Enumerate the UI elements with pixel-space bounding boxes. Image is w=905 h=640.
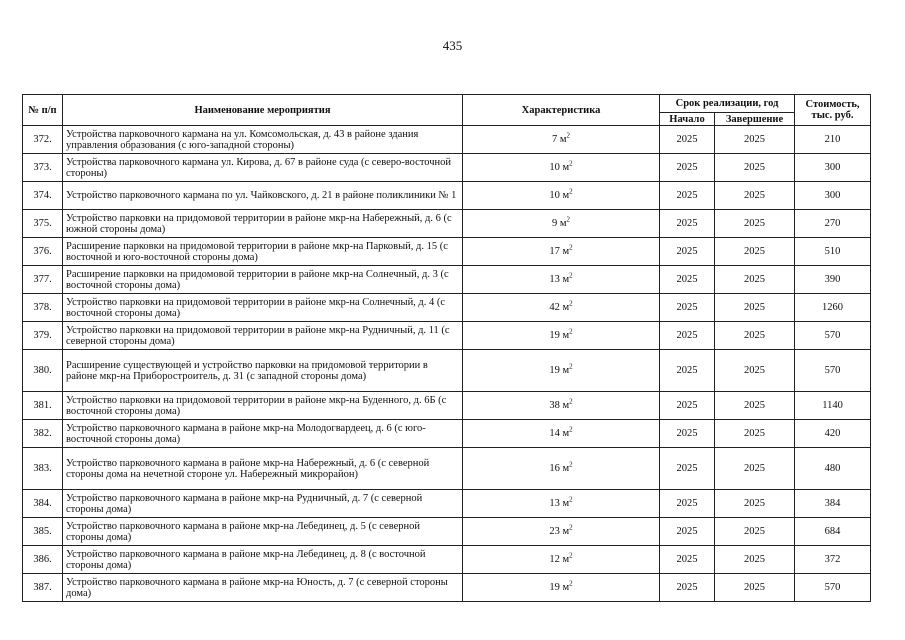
row-cost: 372 — [795, 546, 871, 574]
characteristic-unit: м — [562, 498, 570, 509]
characteristic-value: 19 — [549, 582, 560, 593]
header-characteristic: Характеристика — [463, 95, 660, 126]
row-number: 373. — [23, 154, 63, 182]
table-row — [23, 294, 871, 322]
unit-exponent: 2 — [566, 215, 571, 224]
header-name: Наименование мероприятия — [63, 95, 463, 126]
row-cost: 210 — [795, 126, 871, 154]
row-characteristic — [463, 322, 660, 350]
unit-exponent: 2 — [569, 299, 573, 308]
characteristic-unit: м — [562, 246, 570, 257]
measures-table — [22, 94, 871, 602]
characteristic-value: 10 — [549, 162, 560, 173]
row-number: 375. — [23, 210, 63, 238]
row-end: 2025 — [715, 154, 795, 182]
row-characteristic — [463, 546, 660, 574]
unit-exponent: 2 — [569, 327, 573, 336]
row-cost: 570 — [795, 574, 871, 602]
row-name: Устройство парковочного кармана в районе мкр-на Молодогвардеец, д. 6 (с юго-восточной стороны дома) — [63, 420, 463, 448]
row-start: 2025 — [660, 210, 715, 238]
row-end: 2025 — [715, 490, 795, 518]
row-cost: 390 — [795, 266, 871, 294]
row-characteristic — [463, 126, 660, 154]
row-cost: 570 — [795, 322, 871, 350]
characteristic-value: 10 — [549, 190, 560, 201]
characteristic-unit: м — [562, 274, 570, 285]
row-end: 2025 — [715, 294, 795, 322]
row-characteristic — [463, 350, 660, 392]
row-end: 2025 — [715, 392, 795, 420]
row-end: 2025 — [715, 448, 795, 490]
characteristic-value: 38 — [549, 400, 560, 411]
unit-exponent: 2 — [569, 495, 573, 504]
table-row — [23, 126, 871, 154]
table-row — [23, 420, 871, 448]
unit-exponent: 2 — [569, 187, 573, 196]
row-name: Устройство парковки на придомовой территории в районе мкр-на Набережный, д. 6 (с южной стороны дома) — [63, 210, 463, 238]
characteristic-unit: м — [559, 134, 567, 145]
characteristic-value: 13 — [549, 274, 560, 285]
row-number: 372. — [23, 126, 63, 154]
characteristic-unit: м — [562, 582, 570, 593]
row-end: 2025 — [715, 126, 795, 154]
row-number: 377. — [23, 266, 63, 294]
characteristic-value: 7 — [551, 134, 558, 145]
table-row — [23, 448, 871, 490]
characteristic-value: 42 — [549, 302, 560, 313]
row-start: 2025 — [660, 448, 715, 490]
unit-exponent: 2 — [569, 397, 573, 406]
table-row — [23, 266, 871, 294]
characteristic-value: 17 — [549, 246, 560, 257]
row-cost: 420 — [795, 420, 871, 448]
row-number: 378. — [23, 294, 63, 322]
row-end: 2025 — [715, 518, 795, 546]
row-name: Устройство парковочного кармана в районе мкр-на Набережный, д. 6 (с северной стороны дома на нечетной стороне ул. Набережный микрорайон) — [63, 448, 463, 490]
row-number: 384. — [23, 490, 63, 518]
row-name: Устройство парковки на придомовой территории в районе мкр-на Солнечный, д. 4 (с восточной стороны дома) — [63, 294, 463, 322]
table-row — [23, 546, 871, 574]
row-start: 2025 — [660, 574, 715, 602]
characteristic-unit: м — [562, 526, 570, 537]
unit-exponent: 2 — [569, 271, 573, 280]
row-cost: 480 — [795, 448, 871, 490]
row-characteristic — [463, 154, 660, 182]
row-start: 2025 — [660, 266, 715, 294]
characteristic-unit: м — [562, 190, 570, 201]
row-name: Устройство парковочного кармана по ул. Чайковского, д. 21 в районе поликлиники № 1 — [63, 182, 463, 210]
unit-exponent: 2 — [569, 425, 573, 434]
characteristic-value: 19 — [549, 365, 560, 376]
row-cost: 300 — [795, 154, 871, 182]
unit-exponent: 2 — [569, 523, 573, 532]
row-start: 2025 — [660, 518, 715, 546]
row-end: 2025 — [715, 322, 795, 350]
header-cost: Стоимость, тыс. руб. — [795, 95, 871, 126]
row-name: Устройство парковочного кармана в районе мкр-на Юность, д. 7 (с северной стороны дома) — [63, 574, 463, 602]
characteristic-unit: м — [562, 162, 570, 173]
row-number: 380. — [23, 350, 63, 392]
row-characteristic — [463, 238, 660, 266]
row-end: 2025 — [715, 350, 795, 392]
row-name: Устройство парковки на придомовой территории в районе мкр-на Буденного, д. 6Б (с восточной стороны дома) — [63, 392, 463, 420]
characteristic-unit: м — [559, 218, 567, 229]
row-name: Устройство парковочного кармана в районе мкр-на Лебединец, д. 8 (с восточной стороны дома) — [63, 546, 463, 574]
row-end: 2025 — [715, 574, 795, 602]
characteristic-value: 9 — [551, 218, 558, 229]
row-start: 2025 — [660, 392, 715, 420]
unit-exponent: 2 — [569, 243, 573, 252]
table-row — [23, 322, 871, 350]
characteristic-unit: м — [562, 428, 570, 439]
characteristic-unit: м — [562, 400, 570, 411]
row-end: 2025 — [715, 238, 795, 266]
row-start: 2025 — [660, 546, 715, 574]
row-start: 2025 — [660, 154, 715, 182]
row-name: Устройство парковки на придомовой территории в районе мкр-на Рудничный, д. 11 (с северной стороны дома) — [63, 322, 463, 350]
row-start: 2025 — [660, 420, 715, 448]
table-row — [23, 518, 871, 546]
characteristic-value: 12 — [549, 554, 560, 565]
row-characteristic — [463, 574, 660, 602]
characteristic-value: 13 — [549, 498, 560, 509]
row-start: 2025 — [660, 322, 715, 350]
row-cost: 570 — [795, 350, 871, 392]
characteristic-unit: м — [562, 554, 570, 565]
characteristic-unit: м — [562, 365, 570, 376]
page-number: 435 — [442, 38, 463, 53]
unit-exponent: 2 — [569, 159, 573, 168]
row-start: 2025 — [660, 294, 715, 322]
row-cost: 510 — [795, 238, 871, 266]
row-start: 2025 — [660, 350, 715, 392]
row-number: 381. — [23, 392, 63, 420]
characteristic-unit: м — [562, 330, 570, 341]
row-cost: 300 — [795, 182, 871, 210]
table-row — [23, 350, 871, 392]
row-name: Устройства парковочного кармана ул. Кирова, д. 67 в районе суда (с северо-восточной стороны) — [63, 154, 463, 182]
header-num: № п/п — [23, 95, 63, 126]
characteristic-value: 14 — [549, 428, 560, 439]
characteristic-value: 19 — [549, 330, 560, 341]
table-row — [23, 154, 871, 182]
row-cost: 1140 — [795, 392, 871, 420]
row-start: 2025 — [660, 490, 715, 518]
row-end: 2025 — [715, 210, 795, 238]
row-characteristic — [463, 448, 660, 490]
characteristic-unit: м — [562, 302, 570, 313]
row-end: 2025 — [715, 182, 795, 210]
characteristic-unit: м — [562, 463, 570, 474]
row-name: Устройство парковочного кармана в районе мкр-на Рудничный, д. 7 (с северной стороны дома) — [63, 490, 463, 518]
row-characteristic — [463, 490, 660, 518]
table-row — [23, 392, 871, 420]
characteristic-value: 16 — [549, 463, 560, 474]
row-number: 383. — [23, 448, 63, 490]
row-characteristic — [463, 294, 660, 322]
unit-exponent: 2 — [569, 551, 573, 560]
row-name: Расширение парковки на придомовой территории в районе мкр-на Парковый, д. 15 (с восточной и юго-восточной стороны дома) — [63, 238, 463, 266]
row-name: Расширение существующей и устройство парковки на придомовой территории в районе мкр-на Приборостроитель, д. 31 (с западной стороны дома) — [63, 350, 463, 392]
row-number: 382. — [23, 420, 63, 448]
row-characteristic — [463, 420, 660, 448]
table-row — [23, 210, 871, 238]
table-row — [23, 490, 871, 518]
row-number: 379. — [23, 322, 63, 350]
row-name: Расширение парковки на придомовой территории в районе мкр-на Солнечный, д. 3 (с восточной стороны дома) — [63, 266, 463, 294]
row-characteristic — [463, 266, 660, 294]
row-start: 2025 — [660, 182, 715, 210]
row-name: Устройство парковочного кармана в районе мкр-на Лебединец, д. 5 (с северной стороны дома) — [63, 518, 463, 546]
table-row — [23, 574, 871, 602]
row-end: 2025 — [715, 420, 795, 448]
table-row — [23, 182, 871, 210]
row-cost: 270 — [795, 210, 871, 238]
header-period: Срок реализации, год — [660, 95, 795, 113]
header-start: Начало — [660, 113, 715, 126]
row-characteristic — [463, 182, 660, 210]
table-row — [23, 238, 871, 266]
characteristic-value: 23 — [549, 526, 560, 537]
row-number: 385. — [23, 518, 63, 546]
unit-exponent: 2 — [569, 362, 573, 371]
row-number: 374. — [23, 182, 63, 210]
row-end: 2025 — [715, 546, 795, 574]
row-characteristic — [463, 210, 660, 238]
row-characteristic — [463, 392, 660, 420]
row-start: 2025 — [660, 126, 715, 154]
row-cost: 384 — [795, 490, 871, 518]
row-name: Устройства парковочного кармана на ул. Комсомольская, д. 43 в районе здания управления образования (с юго-западной стороны) — [63, 126, 463, 154]
row-number: 376. — [23, 238, 63, 266]
header-end: Завершение — [715, 113, 795, 126]
row-characteristic — [463, 518, 660, 546]
table-body — [23, 126, 871, 602]
unit-exponent: 2 — [569, 579, 573, 588]
row-number: 387. — [23, 574, 63, 602]
row-cost: 684 — [795, 518, 871, 546]
row-end: 2025 — [715, 266, 795, 294]
row-start: 2025 — [660, 238, 715, 266]
row-cost: 1260 — [795, 294, 871, 322]
row-number: 386. — [23, 546, 63, 574]
unit-exponent: 2 — [569, 460, 573, 469]
unit-exponent: 2 — [566, 131, 571, 140]
